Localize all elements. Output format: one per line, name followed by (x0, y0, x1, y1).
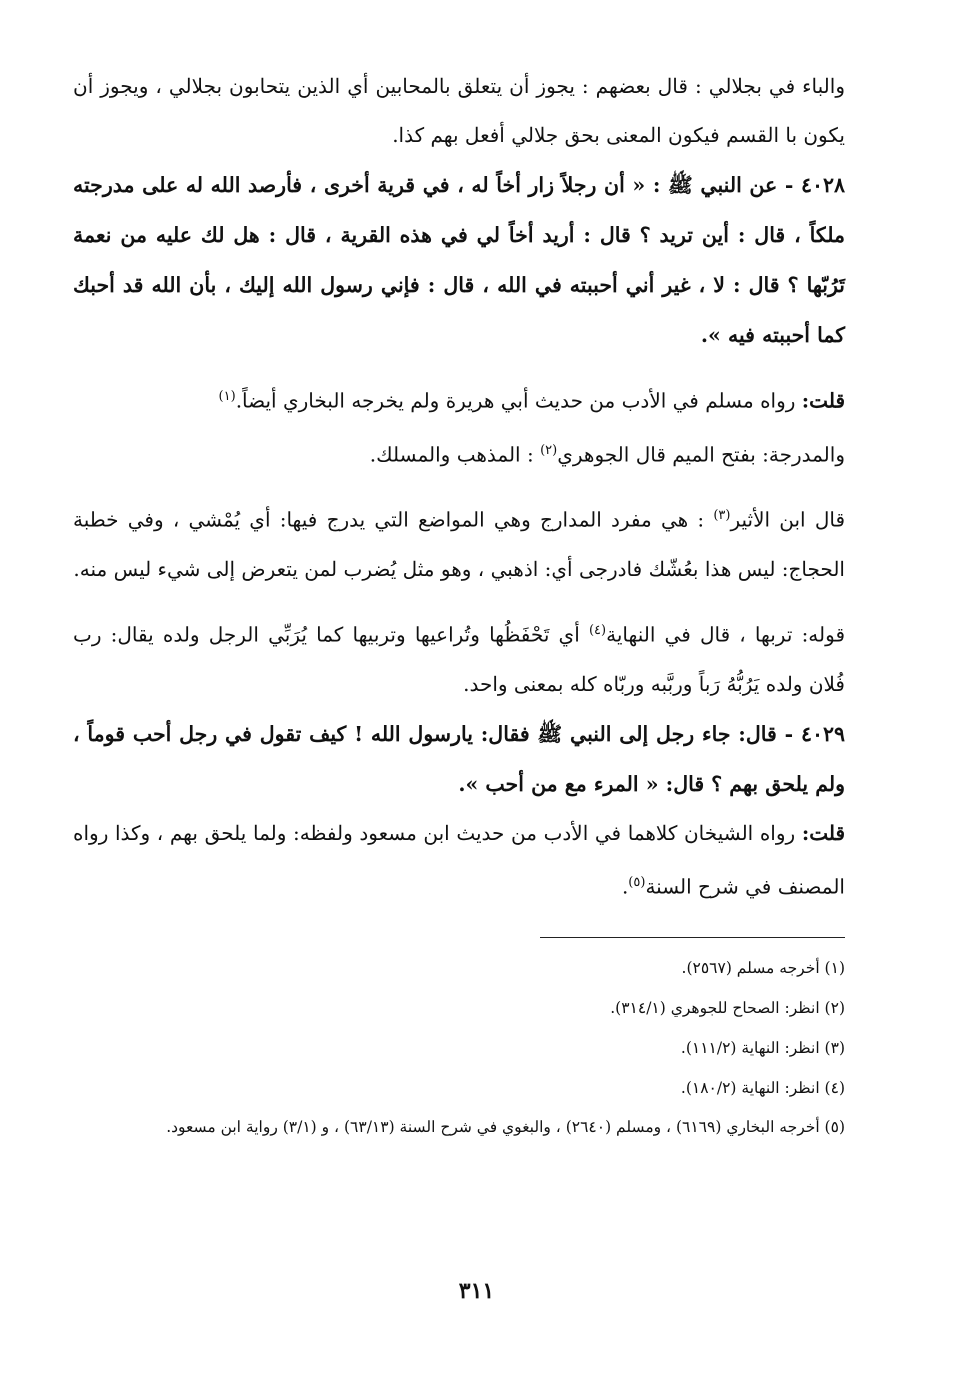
footnote-4: (٤) انظر: النهاية (١٨٠/٢). (680, 1079, 845, 1098)
paragraph-ibn-athir (73, 491, 845, 594)
paragraph-madraja (73, 426, 845, 480)
qult-text-2: رواه الشيخان كلاهما في الأدب من حديث ابن مسعود ولفظه: ولما يلحق بهم ، وكذا رواه المصنف في شرح السنة (73, 820, 845, 899)
footnote-ref-1: (١) (218, 389, 236, 404)
footnote-2: (٢) انظر: الصحاح للجوهري (٣١٤/١). (610, 999, 845, 1018)
footnote-ref-3: (٣) (713, 508, 731, 524)
qult-end-2: . (621, 874, 629, 899)
footnotes-section (73, 948, 845, 1146)
footnote-1: (١) أخرجه مسلم (٢٥٦٧). (681, 959, 845, 978)
madraja-text-b: : المذهب والمسلك. (369, 442, 534, 467)
commentary-qult-2 (73, 809, 845, 912)
footnote-divider (540, 937, 845, 938)
ibn-athir-text-b: : هي مفرد المدارج وهي المواضع التي يدرج فيها: أي يُمْشي ، وفي خطبة الحجاج: ليس هذا بعُشّك فادرجى أي: اذهبي ، وهو مثل يُضرب لمن يتعرض إلى شيء ليس منه. (73, 507, 845, 581)
commentary-qult-1 (73, 372, 845, 426)
hadith-4028: ٤٠٢٨ - عن النبي ﷺ : « أن رجلاً زار أخاً له ، في قرية أخرى ، فأرصد الله له على مدرجته ملكاً ، قال : أين تريد ؟ قال : أريد أخاً لي في هذه القرية ، قال : هل لك عليه من نعمة تَرُبّها ؟ قال : لا ، غير أني أحببته في الله ، قال : فإني رسول الله إليك ، بأن الله قد أحبك كما أحببته فيه ». (73, 173, 845, 347)
page-body (73, 62, 845, 1146)
qult-label: قلت: (801, 388, 845, 413)
footnote-ref-5: (٥) (628, 874, 646, 890)
tarubbuha-text-b: أي تَحْفَظُها وتُراعيها وتربيها كما يُرَبِّي الرجل ولده يقال: رب فُلان ولده يَرُبُّهُ رَباً وربَّبه وربّاه كله بمعنى واحد. (73, 622, 845, 696)
madraja-text-a: والمدرجة: بفتح الميم قال الجوهري (557, 442, 845, 467)
qult-label-2: قلت: (801, 820, 846, 845)
page-number: ٣١١ (458, 1278, 495, 1304)
paragraph-intro: والباء في بجلالي : قال بعضهم : يجوز أن يتعلق بالمحابين أي الذين يتحابون بجلالي ، ويجوز أن يكون با القسم فيكون المعنى بحق جلالي أفعل بهم كذا. (73, 74, 845, 147)
footnote-ref-2: (٢) (540, 442, 558, 458)
footnote-3: (٣) انظر: النهاية (١١١/٢). (680, 1039, 845, 1058)
tarubbuha-text-a: قوله: تربها ، قال في النهاية (606, 622, 846, 647)
footnote-5: (٥) أخرجه البخاري (٦١٦٩) ، ومسلم (٢٦٤٠) ، والبغوي في شرح السنة (٦٣/١٣) ، و (٣/١) رواية ابن مسعود. (166, 1118, 845, 1137)
hadith-4029: ٤٠٢٩ - قال: جاء رجل إلى النبي ﷺ فقال: يارسول الله ! كيف تقول في رجل أحب قوماً ، ولم يلحق بهم ؟ قال: « المرء مع من أحب ». (73, 721, 845, 796)
ibn-athir-text-a: قال ابن الأثير (730, 507, 845, 532)
footnote-ref-4: (٤) (588, 622, 607, 638)
paragraph-tarubbuha (73, 606, 845, 709)
qult-text: رواه مسلم في الأدب من حديث أبي هريرة ولم يخرجه البخاري أيضاً. (235, 388, 796, 413)
